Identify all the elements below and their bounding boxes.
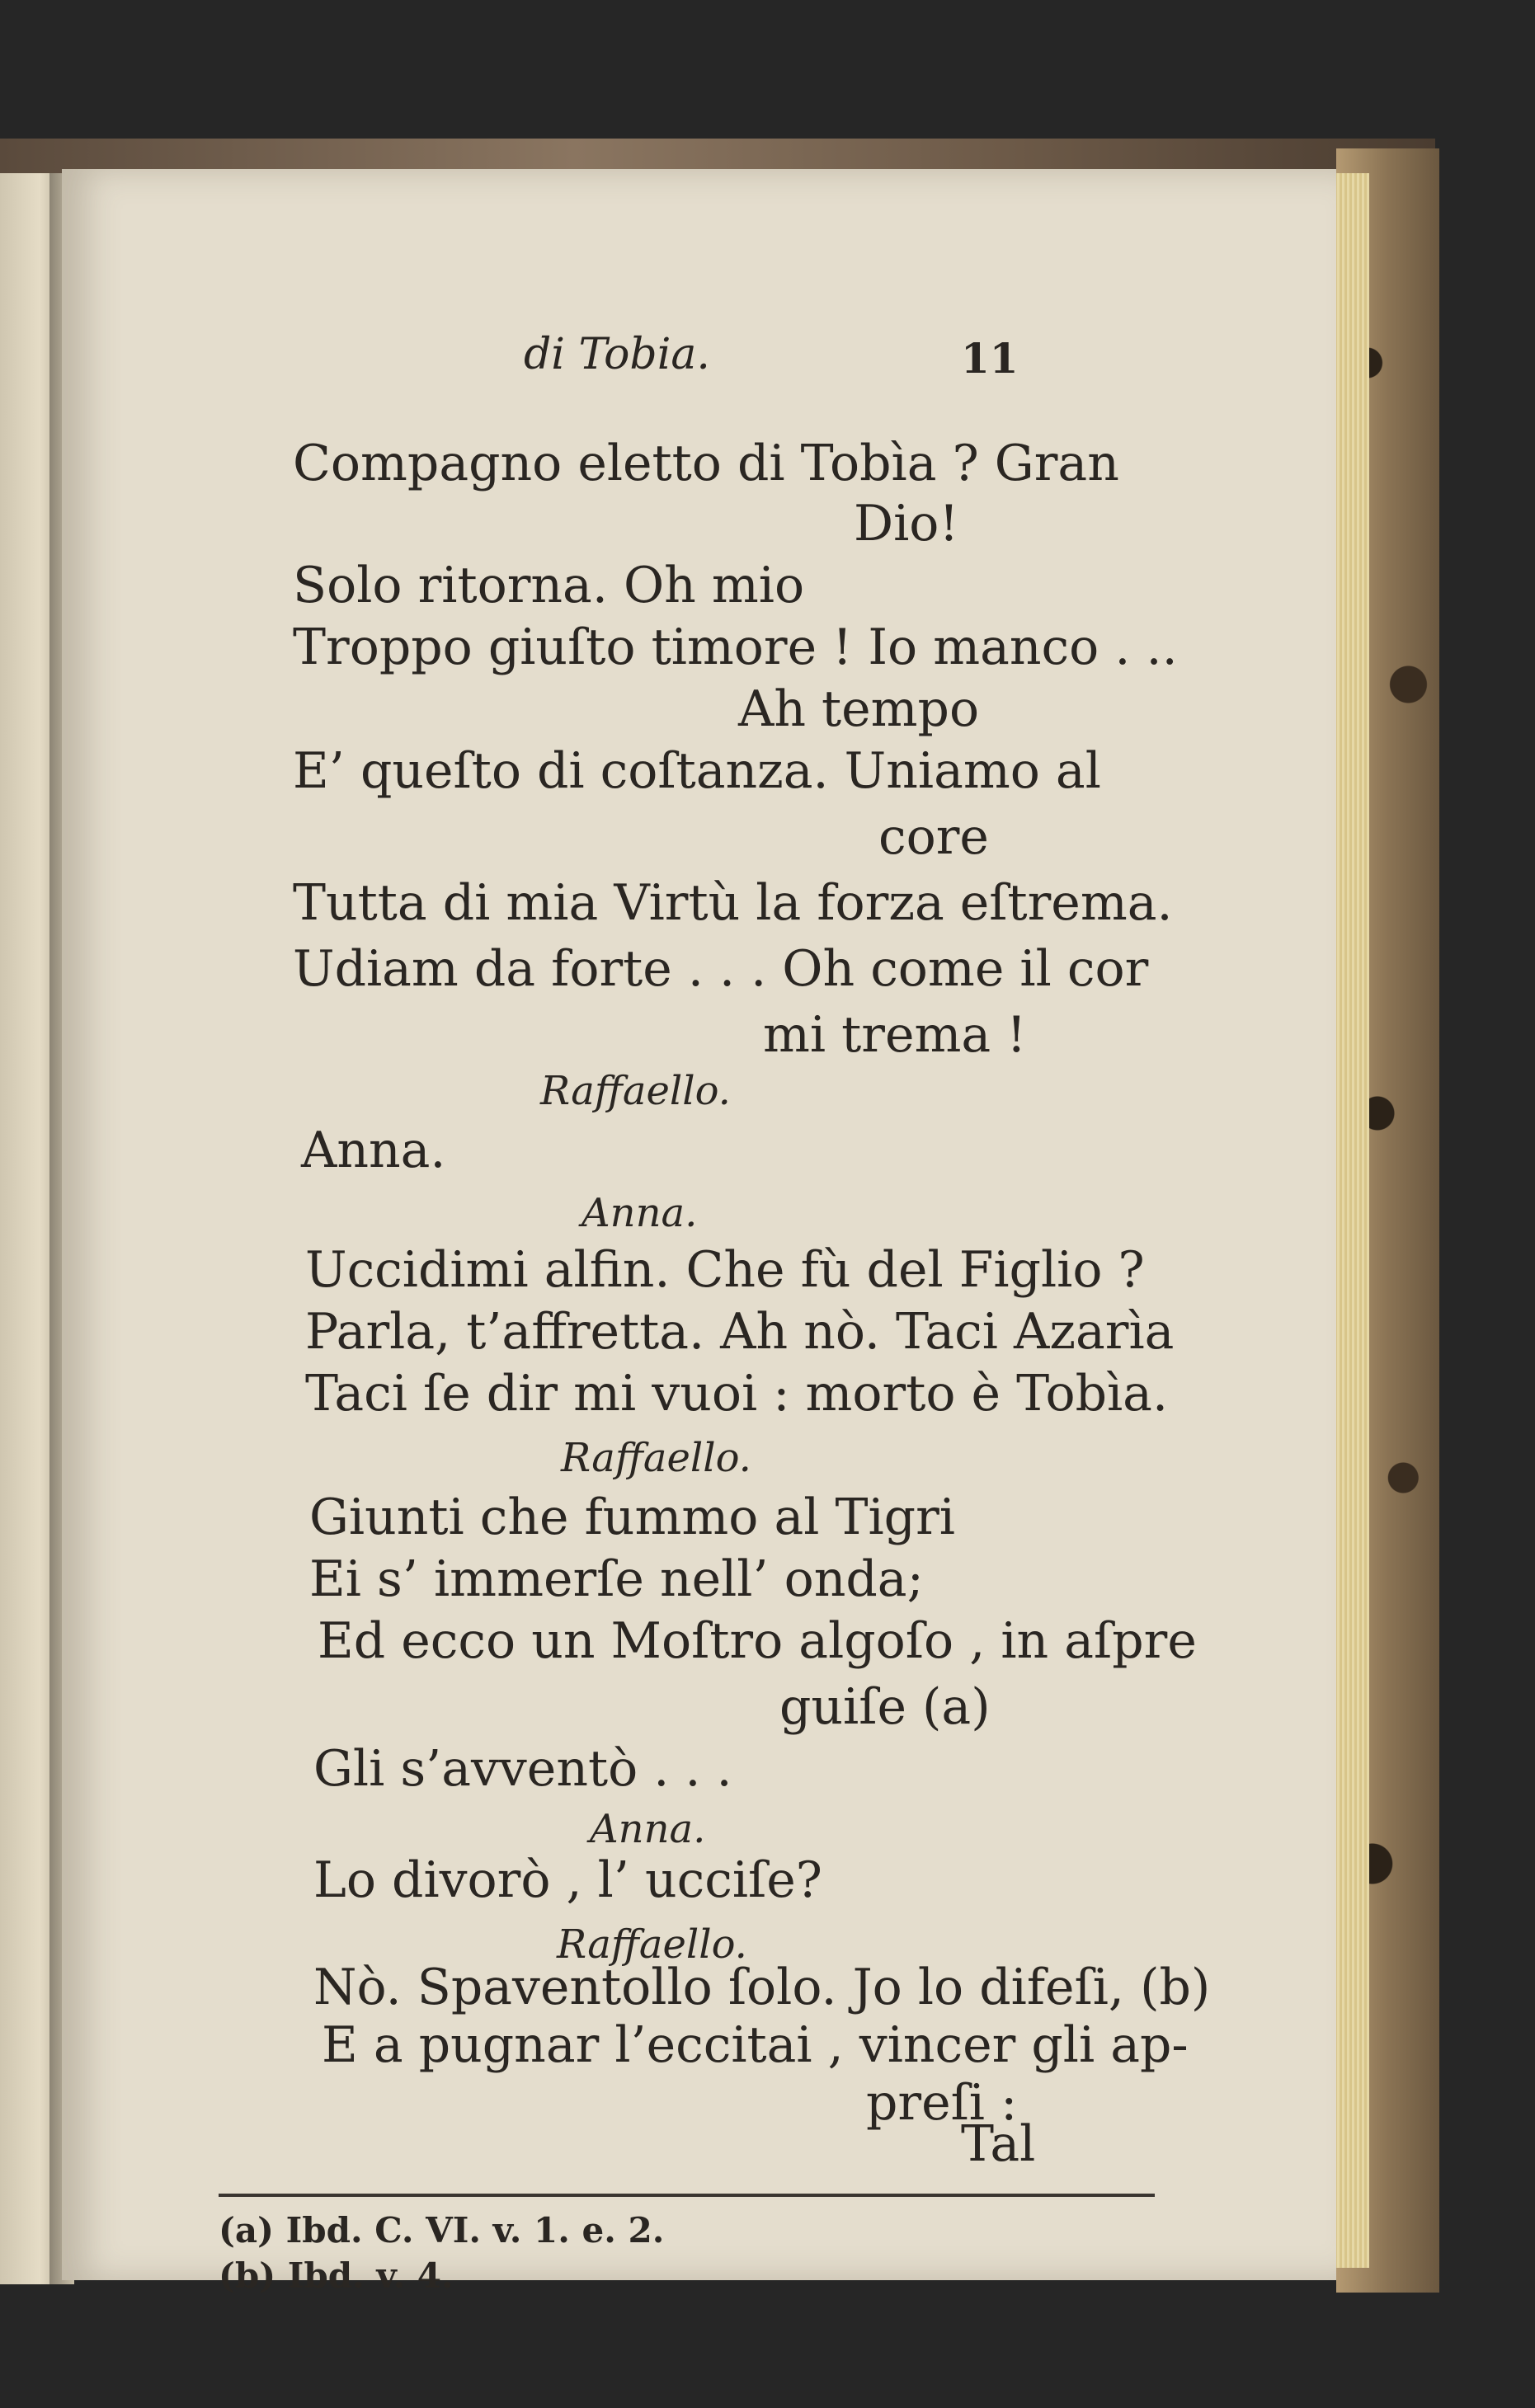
- running-title: di Tobia.: [524, 330, 710, 379]
- footnote: (b) Ibd. v. 4.: [219, 2255, 454, 2296]
- footnote: (a) Ibd. C. VI. v. 1. e. 2.: [219, 2210, 665, 2250]
- verse-line: Troppo giuſto timore ! Io manco . ..: [293, 618, 1178, 676]
- verse-line: E’ queſto di coſtanza. Uniamo al: [293, 742, 1101, 800]
- footnote-rule: [219, 2194, 1155, 2197]
- speaker-label: Raffaello.: [561, 1435, 751, 1481]
- verse-line: Anna.: [301, 1122, 446, 1179]
- page-block-edge: [1332, 173, 1369, 2268]
- verse-line: core: [878, 808, 989, 866]
- book-page: [62, 169, 1336, 2296]
- speaker-label: Raffaello.: [557, 1921, 747, 1968]
- verse-line: preſi :: [866, 2074, 1018, 2132]
- verse-line: Nò. Spaventollo ſolo. Jo lo difeſi, (b): [313, 1959, 1211, 2016]
- catchword: Tal: [961, 2115, 1036, 2173]
- verse-line: Taci ſe dir mi vuoi : morto è Tobìa.: [305, 1365, 1169, 1423]
- speaker-label: Anna.: [582, 1190, 698, 1236]
- verse-line: Ei s’ immerſe nell’ onda;: [309, 1550, 924, 1608]
- verse-line: guiſe (a): [779, 1678, 991, 1736]
- verse-line: Dio!: [854, 495, 959, 553]
- verse-line: Uccidimi alfin. Che fù del Figlio ?: [305, 1241, 1145, 1299]
- verse-line: E a pugnar l’eccitai , vincer gli ap-: [322, 2016, 1189, 2074]
- verse-line: Compagno eletto di Tobìa ? Gran: [293, 435, 1119, 492]
- verse-line: Solo ritorna. Oh mio: [293, 557, 805, 614]
- page-number: 11: [961, 334, 1019, 383]
- speaker-label: Raffaello.: [540, 1068, 731, 1114]
- verse-line: Tutta di mia Virtù la forza eſtrema.: [293, 874, 1173, 932]
- verse-line: Gli s’avventò . . .: [313, 1740, 732, 1798]
- verse-line: Ah tempo: [738, 680, 980, 738]
- verse-line: Udiam da forte . . . Oh come il cor: [293, 940, 1149, 998]
- verse-line: mi trema !: [763, 1006, 1027, 1064]
- verse-line: Lo divorò , l’ ucciſe?: [313, 1851, 822, 1909]
- verse-line: Giunti che fummo al Tigri: [309, 1489, 955, 1546]
- speaker-label: Anna.: [590, 1806, 706, 1852]
- verse-line: Ed ecco un Moſtro algoſo , in aſpre: [318, 1612, 1197, 1670]
- verse-line: Parla, t’affretta. Ah nò. Taci Azarìa: [305, 1303, 1175, 1361]
